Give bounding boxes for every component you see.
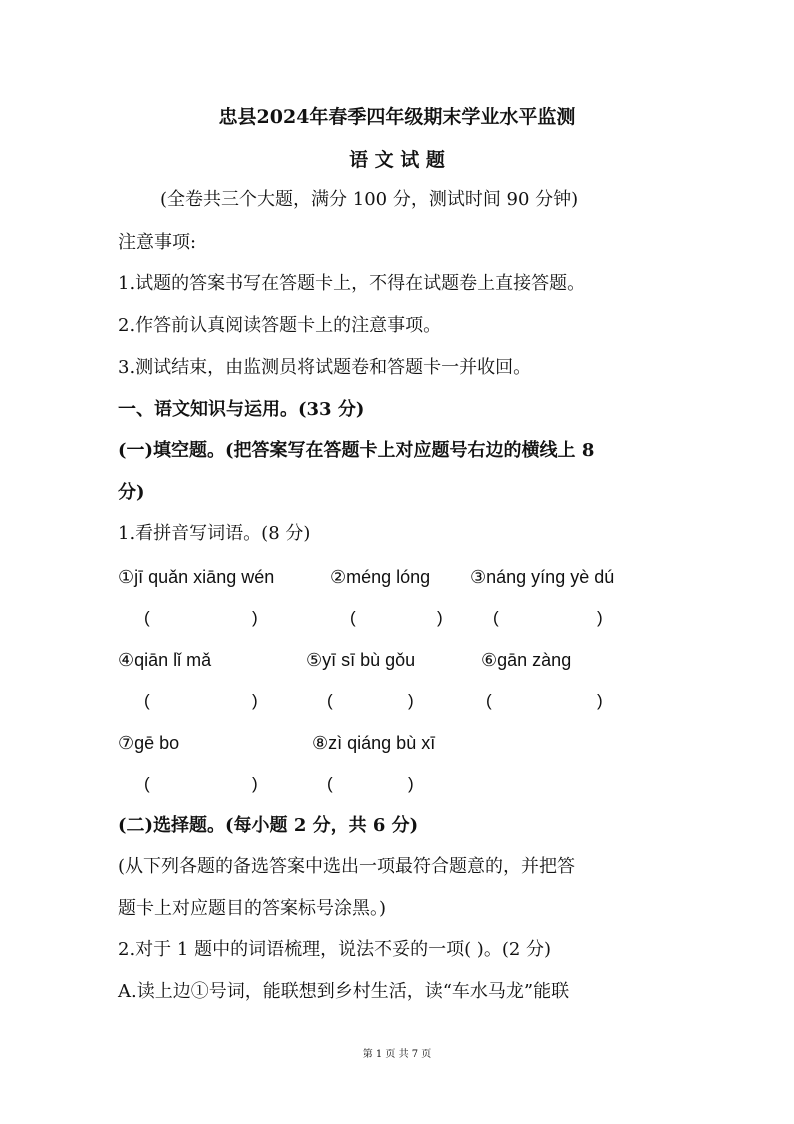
pinyin-item: ⑧zì qiáng bù xī	[312, 733, 436, 753]
pinyin-item: ④qiān lǐ mǎ	[118, 650, 212, 670]
part-heading-cont: 分)	[118, 482, 145, 503]
answer-paren-close: )	[408, 691, 414, 710]
page-footer: 第 1 页 共 7 页	[362, 1049, 432, 1060]
answer-paren-close: )	[252, 608, 258, 627]
answer-paren-open: (	[327, 774, 333, 793]
note-item: 1.试题的答案书写在答题卡上，不得在试题卷上直接答题。	[118, 273, 586, 294]
answer-paren-open: (	[144, 608, 150, 627]
pinyin-item: ⑤yī sī bù gǒu	[306, 650, 416, 670]
exam-subtitle: 语 文 试 题	[349, 149, 445, 171]
answer-paren-close: )	[597, 691, 603, 710]
notes-heading: 注意事项:	[118, 232, 197, 253]
answer-paren-open: (	[144, 691, 150, 710]
answer-paren-close: )	[252, 774, 258, 793]
answer-paren-open: (	[493, 608, 499, 627]
note-item: 2.作答前认真阅读答题卡上的注意事项。	[118, 315, 442, 336]
answer-paren-open: (	[144, 774, 150, 793]
exam-info: (全卷共三个大题，满分 100 分，测试时间 90 分钟)	[160, 189, 579, 210]
option-a: A.读上边①号词，能联想到乡村生活，读“车水马龙”能联	[118, 981, 570, 1002]
answer-paren-open: (	[350, 608, 356, 627]
pinyin-item: ②méng lóng	[330, 567, 431, 587]
part-heading: (二)选择题。(每小题 2 分，共 6 分)	[118, 815, 419, 836]
pinyin-item: ⑥gān zàng	[481, 650, 572, 670]
question-2: 2.对于 1 题中的词语梳理，说法不妥的一项( )。(2 分)	[118, 939, 552, 960]
answer-paren-close: )	[437, 608, 443, 627]
part-instruction-cont: 题卡上对应题目的答案标号涂黑。)	[118, 898, 387, 919]
answer-paren-open: (	[486, 691, 492, 710]
part-heading: (一)填空题。(把答案写在答题卡上对应题号右边的横线上 8	[118, 440, 595, 461]
answer-paren-open: (	[327, 691, 333, 710]
answer-paren-close: )	[252, 691, 258, 710]
answer-paren-close: )	[597, 608, 603, 627]
pinyin-item: ③náng yíng yè dú	[470, 567, 615, 587]
exam-title: 忠县2024年春季四年级期末学业水平监测	[218, 106, 576, 128]
part-instruction: (从下列各题的备选答案中选出一项最符合题意的，并把答	[118, 856, 576, 877]
pinyin-item: ⑦gē bo	[118, 733, 180, 753]
section-heading: 一、语文知识与运用。(33 分)	[118, 399, 365, 420]
question-1: 1.看拼音写词语。(8 分)	[118, 523, 311, 544]
answer-paren-close: )	[408, 774, 414, 793]
note-item: 3.测试结束，由监测员将试题卷和答题卡一并收回。	[118, 357, 532, 378]
pinyin-item: ①jī quǎn xiāng wén	[118, 567, 275, 587]
